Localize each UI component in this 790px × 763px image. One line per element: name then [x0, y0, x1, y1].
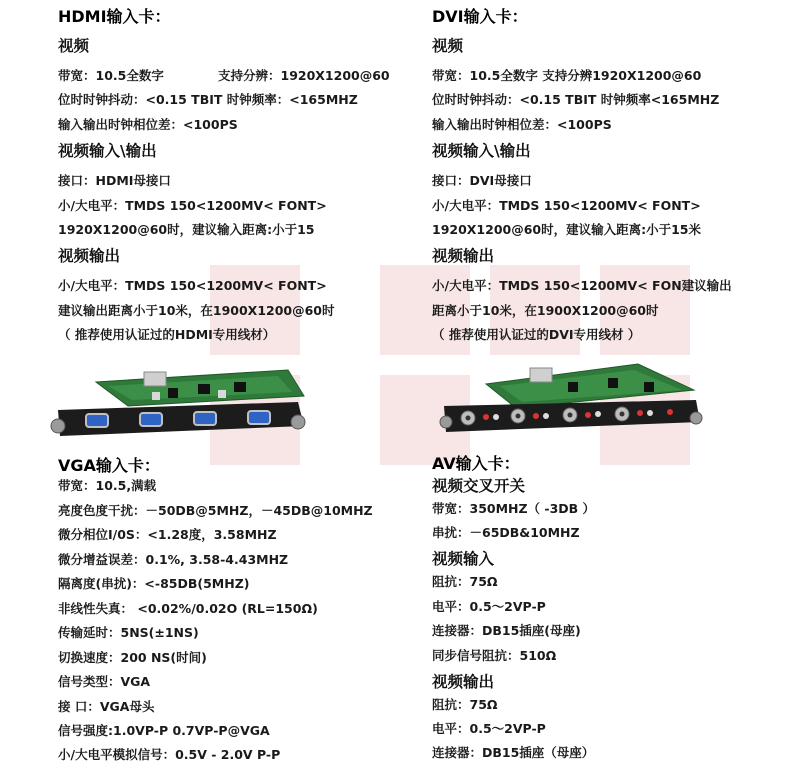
hdmi-bandwidth: 带宽：10.5全数字: [58, 68, 164, 83]
av-switch-line: 串扰：－65DB&10MHZ: [432, 525, 580, 540]
av-card-title: AV输入卡：: [432, 454, 520, 473]
dvi-card-title: DVI输入卡：: [432, 7, 528, 26]
vga-spec-line: 带宽：10.5,满载: [58, 478, 157, 493]
vga-spec-line: 信号强度:1.0VP-P 0.7VP-P@VGA: [58, 723, 270, 738]
hdmi-card-title: HDMI输入卡：: [58, 7, 171, 26]
dvi-level: 小/大电平：TMDS 150<1200MV< FONT>: [432, 198, 701, 213]
hdmi-out-distance: 建议输出距离小于10米，在1900X1200@60时: [58, 303, 335, 318]
dvi-bandwidth: 带宽：10.5全数字 支持分辨1920X1200@60: [432, 68, 702, 83]
dvi-out-distance: 距离小于10米，在1900X1200@60时: [432, 303, 659, 318]
dvi-out-level: 小/大电平：TMDS 150<1200MV< FON建议输出: [432, 278, 732, 293]
av-in-heading: 视频输入: [432, 550, 495, 568]
dvi-out-note: （ 推荐使用认证过的DVI专用线材 ）: [432, 327, 641, 342]
av-switch-heading: 视频交叉开关: [432, 477, 526, 495]
av-in-line: 电平：0.5～2VP-P: [432, 599, 546, 614]
dvi-distance: 1920X1200@60时，建议输入距离:小于15米: [432, 222, 702, 237]
hdmi-io-heading: 视频输入\输出: [58, 142, 157, 160]
hdmi-level: 小/大电平：TMDS 150<1200MV< FONT>: [58, 198, 327, 213]
hdmi-out-level: 小/大电平：TMDS 150<1200MV< FONT>: [58, 278, 327, 293]
dvi-phase: 输入输出时钟相位差：<100PS: [432, 117, 612, 132]
hdmi-out-note: （ 推荐使用认证过的HDMI专用线材）: [58, 327, 276, 342]
dvi-interface: 接口：DVI母接口: [432, 173, 532, 188]
vga-spec-line: 微分增益误差：0.1%, 3.58-4.43MHZ: [58, 552, 289, 567]
av-out-line: 电平：0.5～2VP-P: [432, 721, 546, 736]
av-input-card-image: [438, 360, 708, 438]
av-in-line: 连接器：DB15插座(母座): [432, 623, 581, 638]
av-out-heading: 视频输出: [432, 673, 495, 691]
av-out-line: 连接器：DB15插座（母座）: [432, 745, 595, 760]
vga-spec-line: 信号类型：VGA: [58, 674, 151, 689]
vga-spec-line: 传输延时：5NS(±1NS): [58, 625, 199, 640]
av-out-line: 阻抗：75Ω: [432, 697, 498, 712]
vga-spec-line: 微分相位I/0S：<1.28度，3.58MHZ: [58, 527, 277, 542]
vga-spec-line: 接 口：VGA母头: [58, 699, 155, 714]
av-switch-line: 带宽：350MHZ（ -3DB ）: [432, 501, 596, 516]
dvi-out-heading: 视频输出: [432, 247, 495, 265]
dvi-video-heading: 视频: [432, 37, 464, 55]
vga-spec-line: 亮度色度干扰：－50DB@5MHZ，－45DB@10MHZ: [58, 503, 373, 518]
hdmi-interface: 接口：HDMI母接口: [58, 173, 171, 188]
vga-spec-line: 切换速度：200 NS(时间): [58, 650, 207, 665]
hdmi-resolution: 支持分辨：1920X1200@60: [218, 68, 390, 83]
av-in-line: 阻抗：75Ω: [432, 574, 498, 589]
hdmi-out-heading: 视频输出: [58, 247, 121, 265]
vga-spec-line: 小/大电平模拟信号：0.5V - 2.0V P-P: [58, 747, 281, 762]
av-in-line: 同步信号阻抗：510Ω: [432, 648, 557, 663]
vga-card-title: VGA输入卡：: [58, 456, 160, 475]
vga-spec-line: 非线性失真： <0.02%/0.02O (RL=150Ω): [58, 601, 318, 616]
hdmi-phase: 输入输出时钟相位差：<100PS: [58, 117, 238, 132]
hdmi-jitter: 位时时钟抖动：<0.15 TBIT 时钟频率：<165MHZ: [58, 92, 358, 107]
vga-input-card-image: [48, 362, 310, 442]
dvi-jitter: 位时时钟抖动：<0.15 TBIT 时钟频率<165MHZ: [432, 92, 720, 107]
vga-spec-line: 隔离度(串扰)：<-85DB(5MHZ): [58, 576, 250, 591]
hdmi-video-heading: 视频: [58, 37, 90, 55]
dvi-io-heading: 视频输入\输出: [432, 142, 531, 160]
hdmi-distance: 1920X1200@60时，建议输入距离:小于15: [58, 222, 315, 237]
